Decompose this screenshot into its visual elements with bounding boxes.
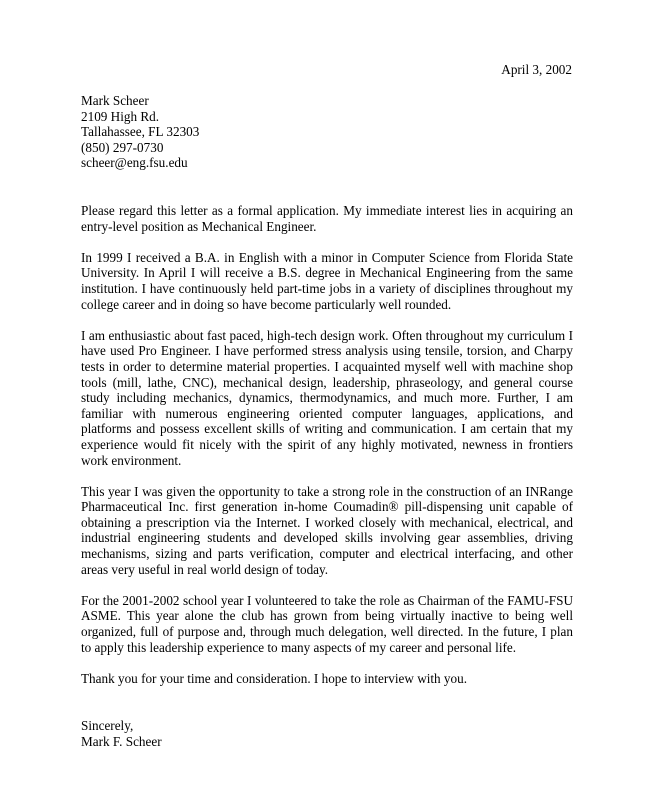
letter-body bbox=[81, 203, 573, 702]
sender-email: scheer@eng.fsu.edu bbox=[81, 155, 188, 170]
closing-salutation: Sincerely, bbox=[81, 718, 134, 733]
paragraph-skills: I am enthusiastic about fast paced, high-tech design work. Often throughout my curriculum I have used Pro Engineer. I have performed stress analysis using tensile, torsion, and Charpy tests in order to determine material properties. I acquainted myself well with machine shop tools (mill, lathe, CNC), mechanical design, leadership, phraseology, and general course study including mechanics, dynamics, thermodynamics, and much more. Further, I am familiar with numerous engineering oriented computer languages, applications, and platforms and possess excellent skills of writing and communication. I am certain that my experience would fit nicely with the spirit of any highly motivated, newness in frontiers work environment. bbox=[81, 327, 573, 468]
sender-street: 2109 High Rd. bbox=[81, 108, 160, 124]
sender-name: Mark Scheer bbox=[81, 93, 149, 108]
letter-date: April 3, 2002 bbox=[501, 62, 572, 77]
paragraph-project: This year I was given the opportunity to take a strong role in the construction of an INRange Pharmaceutical Inc. first generation in-home Coumadin® pill-dispensing unit capable of obtaining a prescription via the Internet. I worked closely with mechanical, electrical, and industrial engineering students and developed skills involving gear assemblies, driving mechanisms, sizing and parts verification, computer and electrical interfacing, and other areas very useful in real world design of today. bbox=[81, 483, 573, 577]
paragraph-leadership: For the 2001-2002 school year I volunteered to take the role as Chairman of the FAMU-FSU ASME. This year alone the club has grown from being virtually inactive to being well organized, full of purpose and, through much delegation, well directed. In the future, I plan to apply this leadership experience to many aspects of my career and personal life. bbox=[81, 592, 573, 655]
paragraph-education: In 1999 I received a B.A. in English with a minor in Computer Science from Florida State University. In April I will receive a B.S. degree in Mechanical Engineering from the same institution. I have continuously held part-time jobs in a variety of disciplines throughout my college career and in doing so have become particularly well rounded. bbox=[81, 249, 573, 312]
paragraph-application: Please regard this letter as a formal application. My immediate interest lies in acquiring an entry-level position as Mechanical Engineer. bbox=[81, 203, 573, 234]
sender-phone: (850) 297-0730 bbox=[81, 139, 164, 155]
closing-signature: Mark F. Scheer bbox=[81, 733, 162, 749]
sender-address-block bbox=[81, 93, 381, 171]
closing-block bbox=[81, 718, 162, 749]
paragraph-thanks: Thank you for your time and consideration. I hope to interview with you. bbox=[81, 670, 468, 686]
sender-city: Tallahassee, FL 32303 bbox=[81, 124, 200, 139]
